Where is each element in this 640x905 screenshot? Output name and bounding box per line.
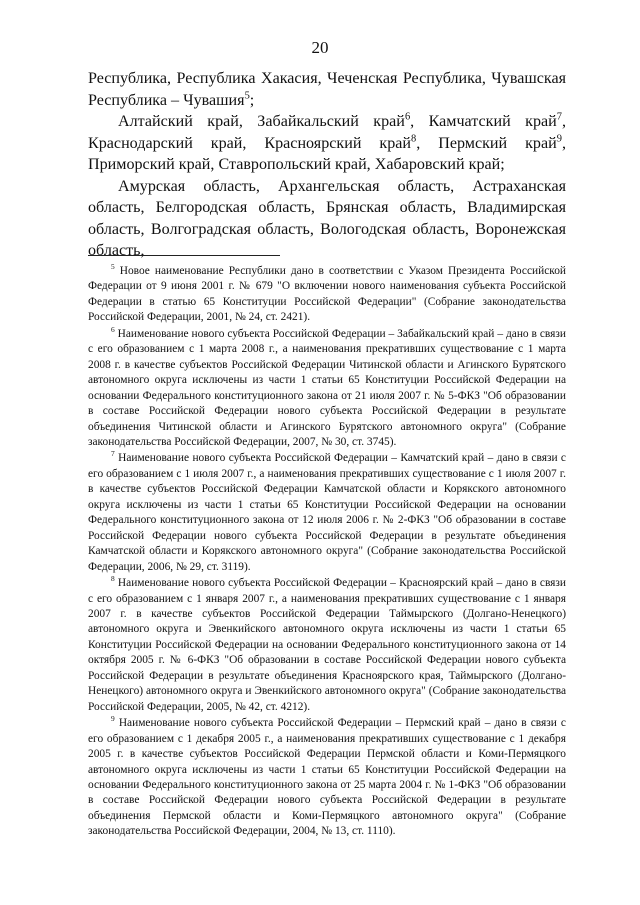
footnote-ref[interactable]: 5 xyxy=(244,90,250,102)
footnote-ref[interactable]: 6 xyxy=(404,111,411,123)
paragraph-oblasts: Амурская область, Архангельская область, Астраханская область, Белгородская область, Брянская область, Владимирская область, Волгоградская область, Вологодская область, Воронежская область, xyxy=(88,177,566,259)
footnote-text: Наименование нового субъекта Российской Федерации – Пермский край – дано в связи с его образованием с 1 декабря 2005 г., а наименования прекративших существование с 1 декабря 2005 г. в качестве субъектов Российской Федерации Пермской области и Коми-Пермяцкого автономного округа исключены из части 1 статьи 65 Конституции Российской Федерации на основании Федерального конституционного закона от 25 марта 2004 г. № 1-ФКЗ "Об образовании в составе Российской Федерации нового субъекта Российской Федерации в результате объединения Пермской области и Коми-Пермяцкого автономного округа" (Собрание законодательства Российской Федерации, 2004, № 13, ст. 1110). xyxy=(88,717,566,838)
footnote-number: 7 xyxy=(111,449,115,459)
footnote-number: 5 xyxy=(111,262,115,272)
footnote-separator xyxy=(88,255,280,256)
footnote-number: 6 xyxy=(111,325,115,335)
footnote-text: Наименование нового субъекта Российской Федерации – Забайкальский край – дано в связи с его образованием с 1 марта 2008 г., а наименования прекративших существование с 1 марта 2008 г. в качестве субъектов Российской Федерации Читинской области и Агинского Бурятского автономного округа исключены из части 1 статьи 65 Конституции Российской Федерации на основании Федерального конституционного закона от 21 июля 2007 г. № 5-ФКЗ "Об образовании в составе Российской Федерации нового субъекта Российской Федерации в результате объединения Читинской области и Агинского Бурятского автономного округа" (Собрание законодательства Российской Федерации, 2007, № 30, ст. 3745). xyxy=(88,327,566,448)
paragraph-text: , Краснодарский край, Красноярский край xyxy=(88,113,567,152)
footnote-number: 8 xyxy=(111,574,115,584)
paragraph-text: , Камчатский край xyxy=(410,113,557,130)
paragraph-krais xyxy=(88,111,566,176)
footnote-number: 9 xyxy=(111,714,115,724)
footnote-5 xyxy=(88,264,566,326)
paragraph-text: , Приморский край, Ставропольский край, Хабаровский край; xyxy=(88,134,566,173)
footnote-text: Наименование нового субъекта Российской Федерации – Красноярский край – дано в связи с его образованием с 1 января 2007 г., а наименования прекративших существование с 1 января 2007 г. в качестве субъектов Российской Федерации Таймырского (Долгано-Ненецкого) автономного округа и Эвенкийского автономного округа исключены из части 1 статьи 65 Конституции Российской Федерации на основании Федерального конституционного закона от 14 октября 2005 г. № 6-ФКЗ "Об образовании в составе Российской Федерации нового субъекта Российской Федерации в результате объединения Красноярского края, Таймырского (Долгано-Ненецкого) автономного округа и Эвенкийского автономного округа" (Собрание законодательства Российской Федерации, 2005, № 42, ст. 4212). xyxy=(88,577,567,713)
footnote-ref[interactable]: 8 xyxy=(411,133,417,145)
footnote-ref[interactable]: 7 xyxy=(556,111,562,123)
main-text xyxy=(88,68,566,262)
page-number: 20 xyxy=(311,38,329,57)
paragraph-tail: ; xyxy=(249,91,255,109)
footnote-text: Наименование нового субъекта Российской Федерации – Камчатский край – дано в связи с его образованием с 1 июля 2007 г., а наименования прекративших существование с 1 июля 2007 г. в качестве субъектов Российской Федерации Камчатской области и Корякского автономного округа исключены из части 1 статьи 65 Конституции Российской Федерации на основании Федерального конституционного закона от 12 июля 2006 г. № 2-ФКЗ "Об образовании в составе Российской Федерации нового субъекта Российской Федерации в результате объединения Камчатской области и Корякского автономного округа" (Собрание законодательства Российской Федерации, 2006, № 29, ст. 3119). xyxy=(88,452,566,573)
footnote-9 xyxy=(88,716,566,840)
footnote-7 xyxy=(88,451,566,575)
footnotes xyxy=(88,264,566,841)
paragraph-text: Алтайский край, Забайкальский край xyxy=(118,113,405,130)
footnote-8 xyxy=(88,576,566,715)
paragraph-text: Республика, Республика Хакасия, Чеченская Республика, Чувашская Республика – Чувашия xyxy=(88,70,566,109)
footnote-ref[interactable]: 9 xyxy=(556,133,562,145)
paragraph-republics xyxy=(88,68,566,111)
paragraph-text: , Пермский край xyxy=(416,134,557,152)
footnote-text: Новое наименование Республики дано в соответствии с Указом Президента Российской Федерации от 9 июня 2001 г. № 679 "О включении нового наименования субъекта Российской Федерации в статью 65 Конституции Российской Федерации" (Собрание законодательства Российской Федерации, 2001, № 24, ст. 2421). xyxy=(88,265,566,324)
footnote-6 xyxy=(88,327,566,451)
